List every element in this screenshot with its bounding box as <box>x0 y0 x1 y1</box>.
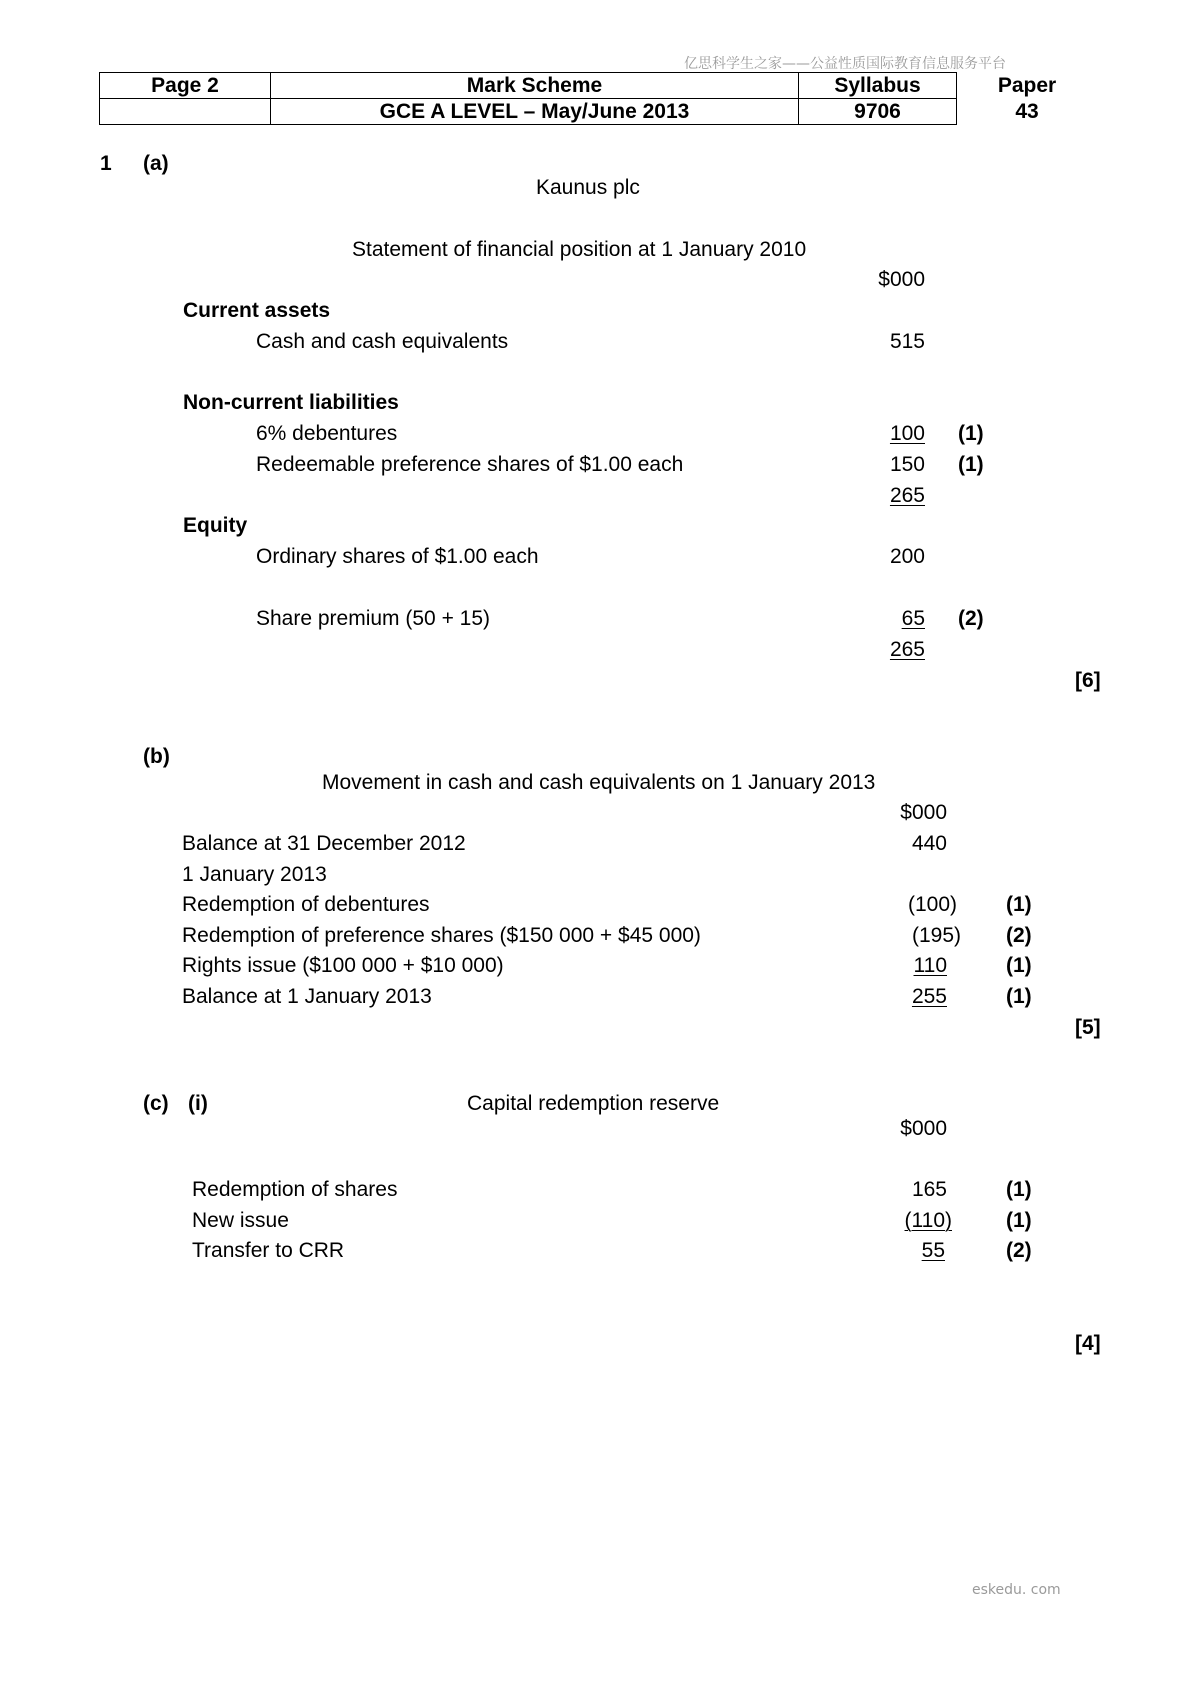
header-empty-cell <box>100 99 271 125</box>
watermark-top: 亿思科学生之家——公益性质国际教育信息服务平台 <box>684 56 1006 72</box>
debentures-value: 100 <box>889 422 925 445</box>
part-a-total-marks: [6] <box>1075 669 1101 692</box>
crr-row-mark: (1) <box>1006 1209 1032 1232</box>
debentures-label: 6% debentures <box>256 422 398 445</box>
movement-row-label: Rights issue ($100 000 + $10 000) <box>182 954 504 977</box>
header-table <box>99 72 1097 125</box>
crr-row-label: Transfer to CRR <box>192 1239 345 1262</box>
syllabus-code: 9706 <box>799 99 957 125</box>
company-name: Kaunus plc <box>536 176 640 199</box>
movement-row-label: Redemption of preference shares ($150 000 + $45 000) <box>182 924 701 947</box>
debentures-mark: (1) <box>958 422 984 445</box>
movement-row-mark: (2) <box>1006 924 1032 947</box>
premium-mark: (2) <box>958 607 984 630</box>
sofp-unit: $000 <box>878 268 925 291</box>
movement-row-mark: (1) <box>1006 954 1032 977</box>
movement-row-label: Balance at 31 December 2012 <box>182 832 466 855</box>
pref-mark: (1) <box>958 453 984 476</box>
current-assets-heading: Current assets <box>183 299 331 322</box>
pref-label: Redeemable preference shares of $1.00 each <box>256 453 684 476</box>
movement-row-value: 110 <box>913 954 947 977</box>
syllabus-label: Syllabus <box>799 73 957 99</box>
crr-row-label: New issue <box>192 1209 289 1232</box>
ordinary-label: Ordinary shares of $1.00 each <box>256 545 539 568</box>
paper-label: Paper <box>957 73 1098 99</box>
movement-row-value: (100) <box>907 893 957 916</box>
pref-value: 150 <box>889 453 925 476</box>
question-number: 1 <box>100 152 112 175</box>
part-b-total-marks: [5] <box>1075 1016 1101 1039</box>
ncl-total: 265 <box>889 484 925 507</box>
equity-total: 265 <box>889 638 925 661</box>
ncl-heading: Non-current liabilities <box>183 391 399 414</box>
sofp-title: Statement of financial position at 1 January 2010 <box>352 238 807 261</box>
crr-title: Capital redemption reserve <box>467 1092 720 1115</box>
movement-row-mark: (1) <box>1006 985 1032 1008</box>
ordinary-value: 200 <box>889 545 925 568</box>
part-c-label: (c) <box>143 1092 169 1115</box>
premium-label: Share premium (50 + 15) <box>256 607 491 630</box>
movement-row-value: (195) <box>911 924 961 947</box>
part-c-sub-label: (i) <box>188 1092 208 1115</box>
movement-title: Movement in cash and cash equivalents on 1 January 2013 <box>322 771 876 794</box>
movement-row-label: Redemption of debentures <box>182 893 430 916</box>
movement-row-label: 1 January 2013 <box>182 863 327 886</box>
crr-row-value: (110) <box>904 1209 952 1232</box>
page-number: Page 2 <box>100 73 271 99</box>
cash-value: 515 <box>889 330 925 353</box>
paper-code: 43 <box>957 99 1098 125</box>
crr-row-value: 55 <box>921 1239 945 1262</box>
part-a-label: (a) <box>143 152 169 175</box>
crr-row-value: 165 <box>911 1178 947 1201</box>
movement-row-label: Balance at 1 January 2013 <box>182 985 432 1008</box>
premium-value: 65 <box>901 607 925 630</box>
crr-row-mark: (1) <box>1006 1178 1032 1201</box>
crr-row-label: Redemption of shares <box>192 1178 398 1201</box>
header-title: Mark Scheme <box>271 73 799 99</box>
part-b-label: (b) <box>143 745 170 768</box>
part-c-total-marks: [4] <box>1075 1332 1101 1355</box>
header-subtitle: GCE A LEVEL – May/June 2013 <box>271 99 799 125</box>
crr-unit: $000 <box>900 1117 947 1140</box>
movement-row-value: 440 <box>911 832 947 855</box>
watermark-bottom: eskedu. com <box>972 1582 1061 1598</box>
equity-heading: Equity <box>183 514 248 537</box>
cash-label: Cash and cash equivalents <box>256 330 509 353</box>
movement-row-value: 255 <box>911 985 947 1008</box>
crr-row-mark: (2) <box>1006 1239 1032 1262</box>
movement-unit: $000 <box>900 801 947 824</box>
movement-row-mark: (1) <box>1006 893 1032 916</box>
